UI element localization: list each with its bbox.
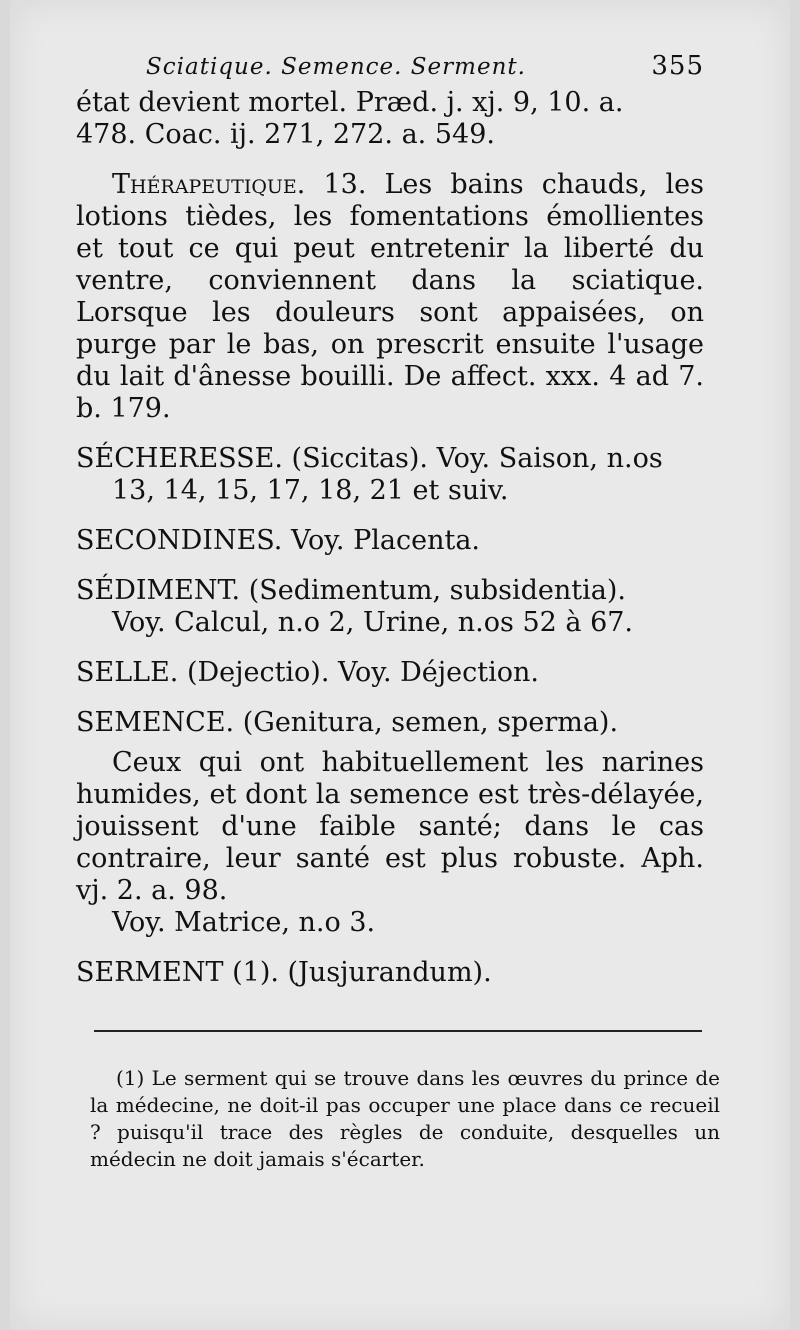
page-content: [76, 50, 704, 989]
footnote-text: (1) Le serment qui se trouve dans les œuvres du prince de la médecine, ne doit-il pas occuper une place dans ce recueil ? puisqu'il trace des règles de conduite, desquelles un médecin ne doit jamais s'écarter.: [90, 1066, 720, 1171]
semence-paragraph: Ceux qui ont habituellement les narines humides, et dont la semence est très-délayée, jouissent d'une faible santé; dans le cas contraire, leur santé est plus robuste. Aph. vj. 2. a. 98.: [76, 747, 704, 906]
running-title: Sciatique. Semence. Serment.: [146, 54, 526, 80]
page-number: 355: [651, 51, 704, 81]
secheresse-line-2: 13, 14, 15, 17, 18, 21 et suiv.: [112, 475, 509, 506]
semence-see-also: Voy. Matrice, n.o 3.: [112, 907, 376, 938]
entry-semence: [76, 707, 704, 939]
therapeutique-text: 13. Les bains chauds, les lotions tièdes, les fomentations émollientes et tout ce qui peut entretenir la liberté du ventre, conviennent dans la sciatique. Lorsque les douleurs sont appaisées, on purge par le bas, on prescrit ensuite l'usage du lait d'ânesse bouilli. De affect. xxx. 4 ad 7. b. 179.: [76, 169, 704, 424]
entry-selle: [76, 657, 704, 689]
entry-secondines: [76, 525, 704, 557]
entry-serment: [76, 957, 704, 989]
sediment-line-2: Voy. Calcul, n.o 2, Urine, n.os 52 à 67.: [112, 607, 634, 638]
secheresse-line-1: SÉCHERESSE. (Siccitas). Voy. Saison, n.os: [76, 443, 663, 474]
footnote: [90, 1065, 720, 1173]
entry-sediment: [76, 575, 704, 639]
semence-heading: SEMENCE. (Genitura, semen, sperma).: [76, 707, 619, 738]
continued-line-1: état devient mortel. Præd. j. xj. 9, 10. a.: [76, 87, 624, 118]
footnote-divider: [94, 1030, 702, 1032]
therapeutique-paragraph: [76, 169, 704, 425]
secondines-line: SECONDINES. Voy. Placenta.: [76, 525, 480, 556]
continued-line-2: 478. Coac. ij. 271, 272. a. 549.: [76, 119, 495, 150]
sediment-line-1: SÉDIMENT. (Sedimentum, subsidentia).: [76, 575, 626, 606]
entry-secheresse: [76, 443, 704, 507]
therapeutique-label: Thérapeutique.: [112, 169, 306, 200]
selle-line: SELLE. (Dejectio). Voy. Déjection.: [76, 657, 539, 688]
book-page: [10, 0, 790, 1330]
running-header: [146, 50, 704, 83]
serment-line: SERMENT (1). (Jusjurandum).: [76, 957, 492, 988]
